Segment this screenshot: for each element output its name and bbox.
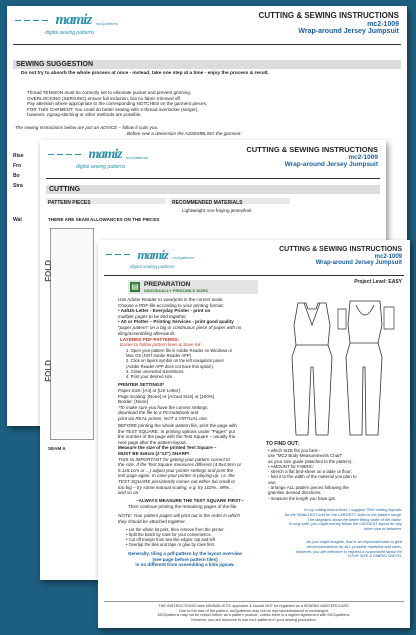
brand-logo: mamiz mc2patterns digital sewing patterns	[106, 246, 194, 269]
sheet-header	[98, 240, 410, 276]
assembly-tips: • Let the whole lot print, then remove from the printer. • Split the batch by rows for your convenience. • Cut off margin from two like edges: top and left • Overlap the tiles and tape or glue by rows first.	[126, 527, 225, 547]
instruction-sheet-preparation	[98, 240, 410, 628]
preparation-subtitle: INDIVIDUALLY PRINTABLE SIZES	[144, 288, 208, 293]
doc-product: Wrap-around Jersey Jumpsuit	[284, 161, 378, 169]
always-measure-2: Then continue printing the remaining pages of the file.	[128, 504, 238, 509]
preparation-title: PREPARATION	[144, 281, 191, 288]
doc-title: CUTTING & SEWING INSTRUCTIONS	[258, 11, 399, 20]
preparation-intro: Use Adobe Reader to view/print in the correct scale. Choose a PDF-file according to your printing format: • A4/US-Letter - Everyday Printer - print on multiple pages to be tied together. • A0 or Plotter – Printing Services - print good quality "paper pattern" on a big or continuous piece of paper with no tiling/assembling afterwards.	[118, 297, 242, 336]
test-square-instructions: BEFORE printing the whole pattern file, print the page with the TEST SQUARE. In printing options under "Pages" put the number of the page with the Test Square – usually the next page after the pattern-layout. Measure the size of the printed Test Square – MUST BE 5x5cm (2"x2") SHARP! THIS IS IMPORTANT for getting your pattern correct to the size. If the Test Square measures different (4.9x4.9cm or 5.1x5.1cm or ...) adjust your printer settings and print the test page again. In case your printer is playing-up, i.e. the TEST SQUARE persistently comes out either too small or too big – try some manual scaling, e.g. try 102%...98%... and so on.	[118, 423, 242, 496]
bullet-item: Thread TENSION must be correctly set to eliminate pucker and prevent grinning.	[27, 90, 192, 95]
col-pattern-pieces: PATTERN PIECES	[48, 200, 91, 206]
fold-label: FOLD	[44, 260, 53, 282]
sheet-header	[7, 6, 407, 42]
printer-icon: ▤	[131, 282, 139, 291]
col-recommended-materials: RECOMMENDED MATERIALS	[172, 200, 243, 206]
doc-code: mc2-1009	[367, 20, 399, 28]
allowance-note: THERE ARE SEAM ALLOWANCES ON THE PIECES	[48, 217, 160, 222]
bullet-item: OVERLOCKING (SERGING) ensure full inclusion, but no fabric trimmed off.	[27, 95, 182, 101]
layered-steps: 1. Open your pattern file in Adobe Reader on Windows or Mac OS (NOT Adobe Reader APP). 2. Click on layers symbol on the left navigation panel (Adobe Reader APP does not have this option). 3. Close unneeded sizes/slices. 4. Print your desired size.	[126, 348, 233, 380]
left-clipped-labels: Rise Fro Bo Stra Wai	[13, 153, 24, 223]
seam-label: SEAM A	[48, 446, 66, 451]
sewing-note2: Before sew a dimension the ASSEMBLING the garment.	[127, 131, 242, 136]
bullet-item: however, zigzag-stitching or other methods are possible.	[27, 112, 142, 118]
doc-code: mc2-1009	[348, 154, 378, 162]
bullet-item: FOR THIS GARMENT: You could do better sewing with 4-thread overlocker (serger),	[27, 106, 199, 112]
layered-subtitle: Easier to follow pattern lines & Save ink	[120, 342, 201, 347]
doc-title: CUTTING & SEWING INSTRUCTIONS	[246, 145, 378, 154]
layered-title: LAYERED PDF-PATTERNS:	[120, 337, 180, 342]
doc-product: Wrap-around Jersey Jumpsuit	[315, 260, 402, 267]
doc-product: Wrap-around Jersey Jumpsuit	[298, 28, 399, 36]
page-footer: THE INSTRUCTIONS have MINIMALISTIC approach & should NOT be regarded as a SEWING MASTERCLASS. Due to the size of the pattern, mc2patterns may not be reproduced/shared or exchanged. MC2patterns may not be resold further as a pattern product, unless there is a signed agreement with MC2patterns. However, you are welcome to use mc2-patterns in your sewing production.	[104, 601, 404, 623]
cutting-layout-note: In my cutting instructions, I suggest TWO cutting layouts: for the SMALLEST and for the LARGEST sizes in the pattern range. The diagrams show the better fitting width of the fabric. To stay safe, you might merely follow the LARGEST layout for any other size in between.	[284, 507, 402, 532]
preparation-banner	[128, 280, 258, 294]
header-title-block	[246, 146, 378, 169]
header-title-block	[279, 246, 402, 267]
customised-layout-note: As you might imagine, that is an impossible task to give recommendations for ALL possible materials and sizes. However, you are welcome to request a customised layout for YOUR SIZE & FABRIC WIDTH.	[295, 539, 402, 559]
note-order: NOTE: Your pattern pages will print out in the order in which they should be attached together.	[118, 513, 240, 524]
fold-label: FOLD	[44, 360, 53, 382]
sewing-bullets	[27, 90, 207, 118]
section-sewing-suggestion: SEWING SUGGESTION	[13, 60, 401, 69]
doc-title: CUTTING & SEWING INSTRUCTIONS	[279, 246, 402, 253]
material-item: Lightweight non-fraying jersey/knit	[182, 208, 252, 213]
section-cutting: CUTTING	[46, 185, 380, 194]
sewing-note: The sewing instructions below are just an ADVICE – follow it suits you.	[15, 125, 159, 130]
printer-settings-title: PRINTER SETTINGS*	[118, 382, 165, 387]
sewing-subline: Do not try to absorb the whole process at once - instead, take one step at a time - enjoy the process & result.	[21, 71, 269, 76]
brand-logo: mamiz mc2patterns digital sewing patterns	[48, 146, 148, 170]
generally-note: Generally, tiling a pdf-pattern by the layout overview (see page before pattern tiles) is no different from assembling a kids jigsaw.	[127, 551, 242, 568]
doc-code: mc2-1009	[374, 253, 402, 260]
brand-logo: mamiz mc2patterns digital sewing patterns	[15, 12, 118, 36]
bullet-item: Pay attention where appropriate to the corresponding NOTCHES on the garment pieces.	[27, 101, 208, 107]
sheet-header	[40, 140, 386, 176]
find-out-title: TO FIND OUT:	[266, 441, 299, 447]
project-level: Project Level: EASY	[354, 279, 402, 285]
always-measure: ~ALWAYS MEASURE THE TEST SQUARE FIRST~	[136, 498, 244, 503]
header-title-block	[259, 12, 399, 36]
jumpsuit-illustration	[270, 295, 400, 440]
printer-settings: Paper Size: [A4] or [US Letter] Page Scaling: [None] or [Actual Size] or [100%] Border: [None] *To make sure you have the correct settings, download the file to a PC/notebook and print via REAL printer, NOT a VIRTUAL one.	[118, 388, 215, 421]
pattern-piece	[50, 228, 94, 440]
find-out-list: • which SIZE fits you best - use "MC2 Body-Measurements Chart" as your size guide (attached to the pattern). • AMOUNT for FABRIC: - stretch a flat bed-sheet on a table or floor; - fold it to the width of the material you plan to use; - arrange ALL pattern pieces following the grainline desired directions; - measure the length you have got.	[268, 448, 357, 501]
